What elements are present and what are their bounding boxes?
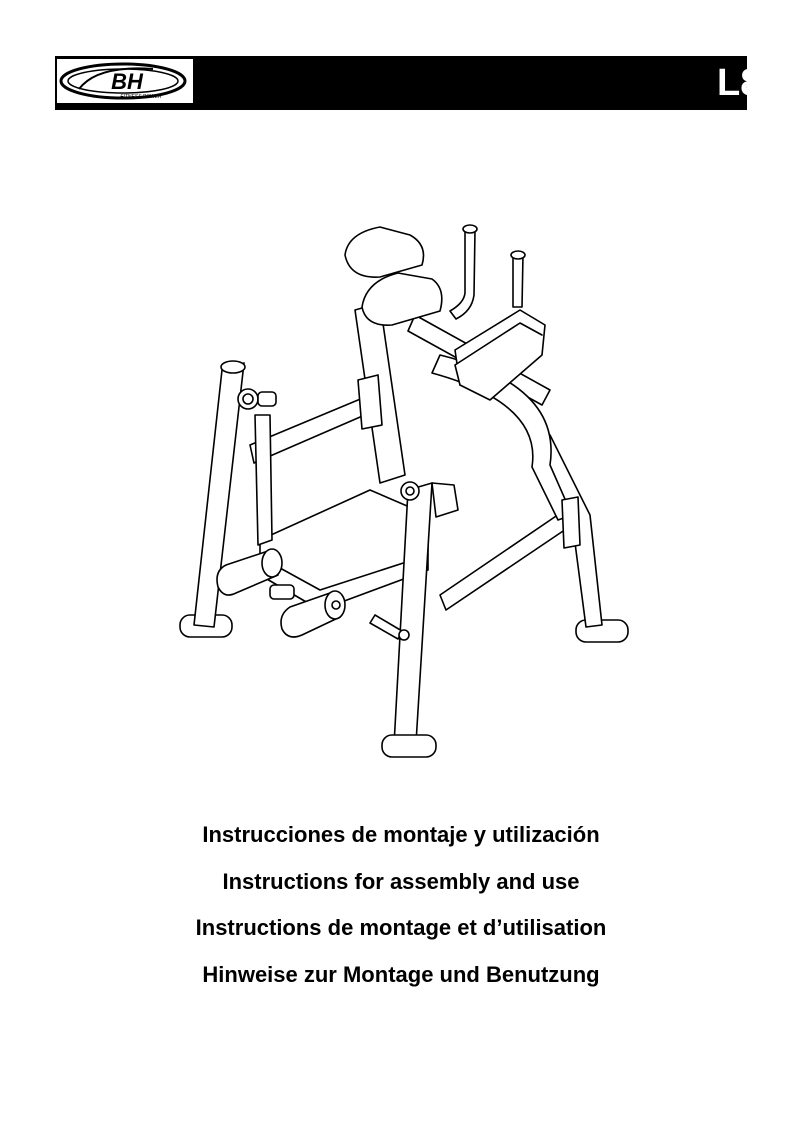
title-spanish: Instrucciones de montaje y utilización: [202, 822, 600, 847]
title-french: Instructions de montage et d’utilisation: [195, 915, 607, 940]
title-english: Instructions for assembly and use: [222, 868, 580, 894]
brand-logo: [57, 59, 193, 103]
logo-subtext: FITNESS POWER: [120, 94, 162, 100]
abdominal-bench-machine-icon: [170, 215, 640, 775]
manual-titles: [0, 812, 802, 998]
equipment-illustration: [170, 215, 640, 775]
logo-text: BH: [111, 69, 143, 94]
bh-logo-icon: [57, 59, 193, 103]
header-bar: [55, 56, 762, 110]
model-code: L8: [717, 62, 762, 104]
title-german: Hinweise zur Montage und Benutzung: [202, 961, 600, 987]
